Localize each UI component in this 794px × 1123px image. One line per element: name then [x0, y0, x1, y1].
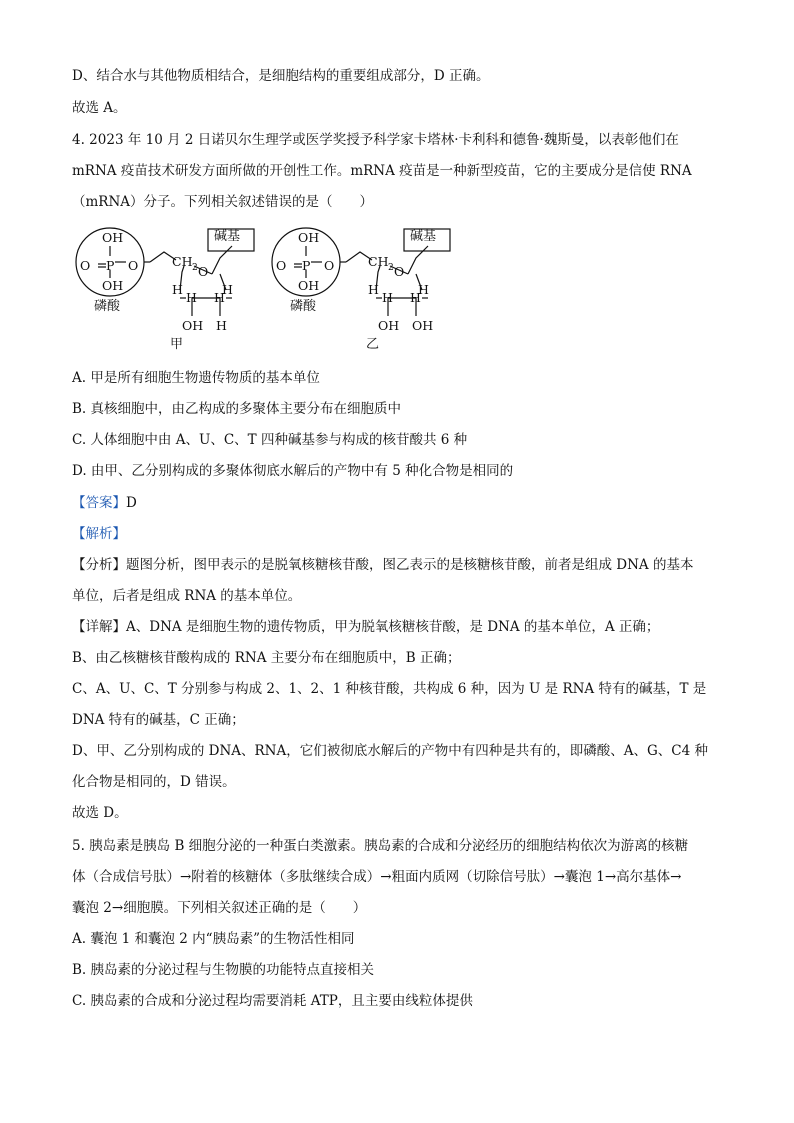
q4-xiangjie-line-6: 化合物是相同的，D 错误。 — [72, 774, 236, 790]
left-o-ester: O — [128, 258, 139, 273]
fenxi-text-1: 题图分析，图甲表示的是脱氧核糖核苷酸，图乙表示的是核糖核苷酸，前者是组成 DNA 的基本 — [126, 557, 694, 573]
left-base-label: 碱基 — [214, 229, 241, 244]
prev-choice: 故选 A。 — [72, 100, 127, 116]
left-c2-h-upper: H — [214, 290, 225, 305]
left-c3-h: H — [186, 290, 197, 305]
q4-xiangjie-line-2: B、由乙核糖核苷酸构成的 RNA 主要分布在细胞质中，B 正确； — [72, 650, 461, 666]
q5-stem-line-2: 体（合成信号肽）→附着的核糖体（多肽继续合成）→粗面内质网（切除信号肽）→囊泡 1→高尔基体→ — [72, 869, 682, 885]
right-o-double: O — [276, 258, 287, 273]
right-h1: H — [368, 282, 379, 297]
q4-stem-line-1: 4. 2023 年 10 月 2 日诺贝尔生理学或医学奖授予科学家卡塔林·卡利科和德鲁·魏斯曼，以表彰他们在 — [72, 132, 679, 148]
right-phosphate-label: 磷酸 — [290, 299, 317, 314]
right-ring-o: O — [394, 264, 405, 279]
left-ch2-subscript: 2 — [192, 263, 198, 273]
q4-xiangjie-line-3: C、A、U、C、T 分别参与构成 2、1、2、1 种核苷酸，共构成 6 种，因为 U 是 RNA 特有的碱基，T 是 — [72, 681, 707, 697]
right-c2-group: OH — [412, 318, 434, 333]
left-oh-bottom: OH — [102, 278, 124, 293]
left-h1: H — [172, 282, 183, 297]
right-ch2: CH — [368, 254, 389, 269]
right-oh-top: OH — [298, 230, 320, 245]
q4-option-c: C. 人体细胞中由 A、U、C、T 四种碱基参与构成的核苷酸共 6 种 — [72, 432, 468, 448]
q4-answer-line — [72, 493, 137, 513]
left-phosphate-label: 磷酸 — [94, 299, 121, 314]
left-c2-group: H — [216, 318, 227, 333]
right-ch2-subscript: 2 — [388, 263, 394, 273]
right-c3-oh: OH — [378, 318, 400, 333]
analysis-tag: 【解析】 — [72, 526, 126, 542]
left-p: P — [106, 258, 115, 273]
right-p: P — [302, 258, 311, 273]
q5-option-b: B. 胰岛素的分泌过程与生物膜的功能特点直接相关 — [72, 962, 375, 978]
right-h2: H — [418, 282, 429, 297]
q4-fenxi-line-2: 单位，后者是组成 RNA 的基本单位。 — [72, 588, 302, 604]
q4-xiangjie-line-4: DNA 特有的碱基，C 正确； — [72, 712, 245, 728]
right-c3-h: H — [382, 290, 393, 305]
prev-option-d-explanation: D、结合水与其他物质相结合，是细胞结构的重要组成部分，D 正确。 — [72, 68, 490, 84]
q4-xiangjie-line-5: D、甲、乙分别构成的 DNA、RNA，它们被彻底水解后的产物中有四种是共有的，即磷酸、A、G、C4 种 — [72, 743, 708, 759]
left-ring-o: O — [198, 264, 209, 279]
right-caption: 乙 — [366, 337, 380, 352]
fenxi-tag: 【分析】 — [72, 557, 126, 573]
q4-stem-line-3: （mRNA）分子。下列相关叙述错误的是（ ） — [72, 194, 374, 210]
q4-xiangjie-line-1 — [72, 617, 659, 637]
q4-fenxi-line-1 — [72, 555, 693, 575]
xiangjie-tag: 【详解】 — [72, 619, 126, 635]
left-ch2: CH — [172, 254, 193, 269]
q4-option-a: A. 甲是所有细胞生物遗传物质的基本单位 — [72, 370, 320, 386]
right-c2-h-upper: H — [410, 290, 421, 305]
q5-option-c: C. 胰岛素的合成和分泌过程均需要消耗 ATP，且主要由线粒体提供 — [72, 993, 473, 1009]
left-c3-oh: OH — [182, 318, 204, 333]
q4-option-d: D. 由甲、乙分别构成的多聚体彻底水解后的产物中有 5 种化合物是相同的 — [72, 463, 514, 479]
q5-option-a: A. 囊泡 1 和囊泡 2 内“胰岛素”的生物活性相同 — [72, 931, 355, 947]
q5-stem-line-1: 5. 胰岛素是胰岛 B 细胞分泌的一种蛋白类激素。胰岛素的合成和分泌经历的细胞结构依次为游离的核糖 — [72, 838, 689, 854]
q5-stem-line-3: 囊泡 2→细胞膜。下列相关叙述正确的是（ ） — [72, 900, 367, 916]
xiangjie-text-1: A、DNA 是细胞生物的遗传物质，甲为脱氧核糖核苷酸，是 DNA 的基本单位，A 正确； — [126, 619, 660, 635]
left-o-double: O — [80, 258, 91, 273]
nucleotide-diagram-svg — [72, 222, 452, 352]
answer-tag: 【答案】 — [72, 495, 126, 511]
answer-value: D — [126, 495, 137, 511]
q4-option-b: B. 真核细胞中，由乙构成的多聚体主要分布在细胞质中 — [72, 401, 402, 417]
right-o-ester: O — [324, 258, 335, 273]
q4-analysis-heading — [72, 524, 126, 544]
q4-choice: 故选 D。 — [72, 805, 128, 821]
right-base-label: 碱基 — [410, 229, 437, 244]
left-h2: H — [222, 282, 233, 297]
left-caption: 甲 — [170, 337, 184, 352]
q4-stem-line-2: mRNA 疫苗技术研发方面所做的开创性工作。mRNA 疫苗是一种新型疫苗，它的主要成分是信使 RNA — [72, 163, 692, 179]
left-oh-top: OH — [102, 230, 124, 245]
right-oh-bottom: OH — [298, 278, 320, 293]
nucleotide-structures-figure — [72, 222, 452, 352]
